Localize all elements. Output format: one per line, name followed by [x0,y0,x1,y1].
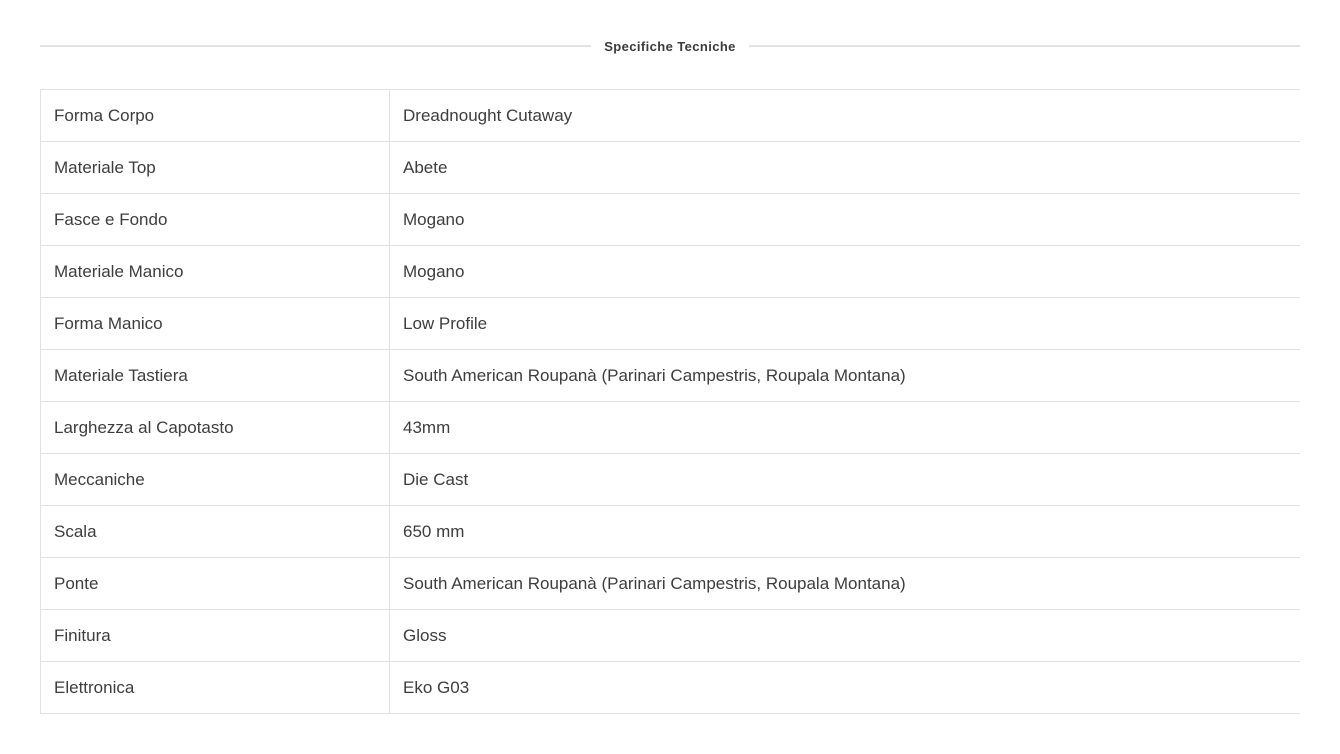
table-row [40,90,1300,142]
spec-value-cell: Eko G03 [403,677,470,697]
spec-label-cell: Materiale Manico [40,246,390,297]
spec-value-cell: Gloss [403,625,447,645]
spec-label-cell: Forma Corpo [40,90,390,141]
heading-divider-left [40,45,591,47]
spec-value-cell: 43mm [403,417,451,437]
spec-label-cell: Materiale Tastiera [40,350,390,401]
spec-value-cell: Abete [403,157,448,177]
spec-value-cell: Low Profile [403,313,488,333]
table-row [40,454,1300,506]
table-row [40,662,1300,714]
table-row [40,298,1300,350]
spec-value-cell: South American Roupanà (Parinari Campestris, Roupala Montana) [403,365,906,385]
table-row [40,194,1300,246]
table-row [40,402,1300,454]
table-row [40,350,1300,402]
spec-value-cell: Mogano [403,261,465,281]
product-specs-section [40,0,1300,714]
section-heading [40,37,1300,55]
spec-label-cell: Meccaniche [40,454,390,505]
spec-label-cell: Fasce e Fondo [40,194,390,245]
table-row [40,610,1300,662]
spec-value-cell: Die Cast [403,469,469,489]
spec-label-cell: Elettronica [40,662,390,713]
section-title: Specifiche Tecniche [604,38,736,54]
spec-label-cell: Larghezza al Capotasto [40,402,390,453]
table-row [40,558,1300,610]
spec-label-cell: Materiale Top [40,142,390,193]
spec-label-cell: Finitura [40,610,390,661]
specifications-table [40,89,1300,714]
table-row [40,506,1300,558]
heading-divider-right [749,45,1300,47]
table-row [40,142,1300,194]
spec-value-cell: 650 mm [403,521,465,541]
spec-value-cell: Mogano [403,209,465,229]
spec-label-cell: Scala [40,506,390,557]
spec-value-cell: Dreadnought Cutaway [403,105,573,125]
spec-value-cell: South American Roupanà (Parinari Campestris, Roupala Montana) [403,573,906,593]
spec-label-cell: Forma Manico [40,298,390,349]
spec-label-cell: Ponte [40,558,390,609]
table-row [40,246,1300,298]
